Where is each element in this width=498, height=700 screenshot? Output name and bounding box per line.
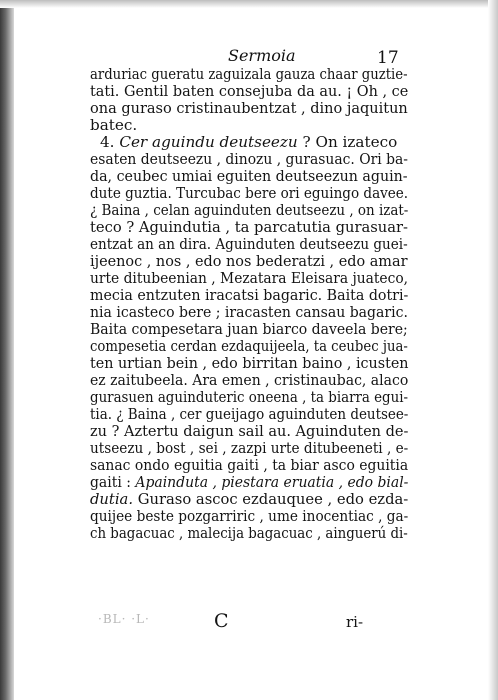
text-segment: mecia entzuten iracatsi bagaric. Baita dotri- <box>90 286 409 304</box>
text-line <box>90 320 408 338</box>
text-segment: tia. ¿ Baina , cer gueijago aguinduten deutsee- <box>90 405 409 423</box>
body-text <box>90 65 409 542</box>
text-line <box>90 150 408 168</box>
text-segment: quijee beste pozgarriric , ume inocentiac , ga- <box>90 507 409 525</box>
text-line <box>90 218 408 236</box>
text-segment: teco ? Aguindutia , ta parcatutia gurasuar- <box>90 218 408 236</box>
text-line <box>90 490 409 508</box>
text-line <box>90 354 409 372</box>
text-line <box>90 524 408 542</box>
text-segment: nia icasteco bere ; iracasten cansau bagaric. <box>90 303 408 321</box>
text-line <box>90 507 409 525</box>
text-line <box>90 456 409 474</box>
italic-text-segment: Apainduta , piestara eruatia , edo bial- <box>135 473 409 491</box>
italic-text-segment: dutia. <box>90 490 134 508</box>
text-segment: urte ditubeenian , Mezatara Eleisara juateco, <box>90 269 409 287</box>
text-line <box>90 269 409 287</box>
page-footer <box>0 610 498 640</box>
text-segment: esaten deutseezu , dinozu , gurasuac. Ori ba- <box>90 150 408 168</box>
text-line <box>90 439 409 457</box>
text-line <box>90 167 408 185</box>
text-line <box>90 371 409 389</box>
text-segment: ijeenoc , nos , edo nos bederatzi , edo amar <box>90 252 408 270</box>
text-line <box>90 405 409 423</box>
text-line <box>90 235 408 253</box>
text-segment: zu ? Aztertu daigun sail au. Aguinduten de- <box>90 422 409 440</box>
text-segment: da, ceubec umiai eguiten deutseezun aguin- <box>90 167 408 185</box>
text-line <box>90 99 408 117</box>
scan-right-shadow <box>488 0 498 700</box>
text-segment: gaiti : <box>90 473 136 491</box>
text-segment: batec. <box>90 116 138 134</box>
text-line <box>90 134 400 151</box>
text-line <box>90 388 409 406</box>
text-line <box>90 117 400 134</box>
text-segment: ten urtian bein , edo birritan baino , icusten <box>90 354 409 372</box>
catchword: ri- <box>346 613 364 631</box>
text-line <box>90 82 409 100</box>
text-line <box>90 337 408 355</box>
italic-text-segment: Cer aguindu deutseezu <box>119 133 298 151</box>
text-segment: entzat an an dira. Aguinduten deutseezu guei- <box>90 235 408 253</box>
text-segment: arduriac gueratu zaguizala gauza chaar guztie- <box>90 65 408 83</box>
text-line <box>90 201 409 219</box>
page-number: 17 <box>377 48 399 68</box>
running-head: Sermoia <box>228 46 296 65</box>
text-segment: ez zaitubeela. Ara emen , cristinaubac, alaco <box>90 371 409 389</box>
text-segment: 4. <box>100 133 120 151</box>
text-segment: utseezu , bost , sei , zazpi urte ditubeeneti , e- <box>90 439 409 457</box>
text-segment: ? On izateco <box>297 133 398 151</box>
text-line <box>90 184 409 202</box>
text-line <box>90 286 409 304</box>
text-segment: compesetia cerdan ezdaquijeela, ta ceubec jua- <box>90 337 408 355</box>
text-line <box>90 473 409 491</box>
text-line <box>90 303 408 321</box>
text-segment: gurasuen aguinduteric oneena , ta biarra egui- <box>90 388 409 406</box>
text-segment: Baita compesetara juan biarco daveela bere; <box>90 320 408 338</box>
text-segment: ona guraso cristinaubentzat , dino jaquitun <box>90 99 408 117</box>
text-segment: Guraso ascoc ezdauquee , edo ezda- <box>133 490 409 508</box>
signature-mark: C <box>214 610 229 632</box>
text-segment: dute guztia. Turcubac bere ori eguingo davee. <box>90 184 409 202</box>
text-segment: sanac ondo eguitia gaiti , ta biar asco eguitia <box>90 456 409 474</box>
text-line <box>90 252 408 270</box>
bleed-through-mark: ·BL· ·L· <box>98 612 150 626</box>
text-line <box>90 65 408 83</box>
text-segment: ¿ Baina , celan aguinduten deutseezu , on izat- <box>90 201 409 219</box>
text-segment: ch bagacuac , malecija bagacuac , ainguerú di- <box>90 524 408 542</box>
scan-binding-shadow <box>0 0 14 700</box>
text-segment: tati. Gentil baten consejuba da au. ¡ Oh , ce <box>90 82 409 100</box>
scan-top-shadow <box>0 0 498 8</box>
text-line <box>90 422 409 440</box>
